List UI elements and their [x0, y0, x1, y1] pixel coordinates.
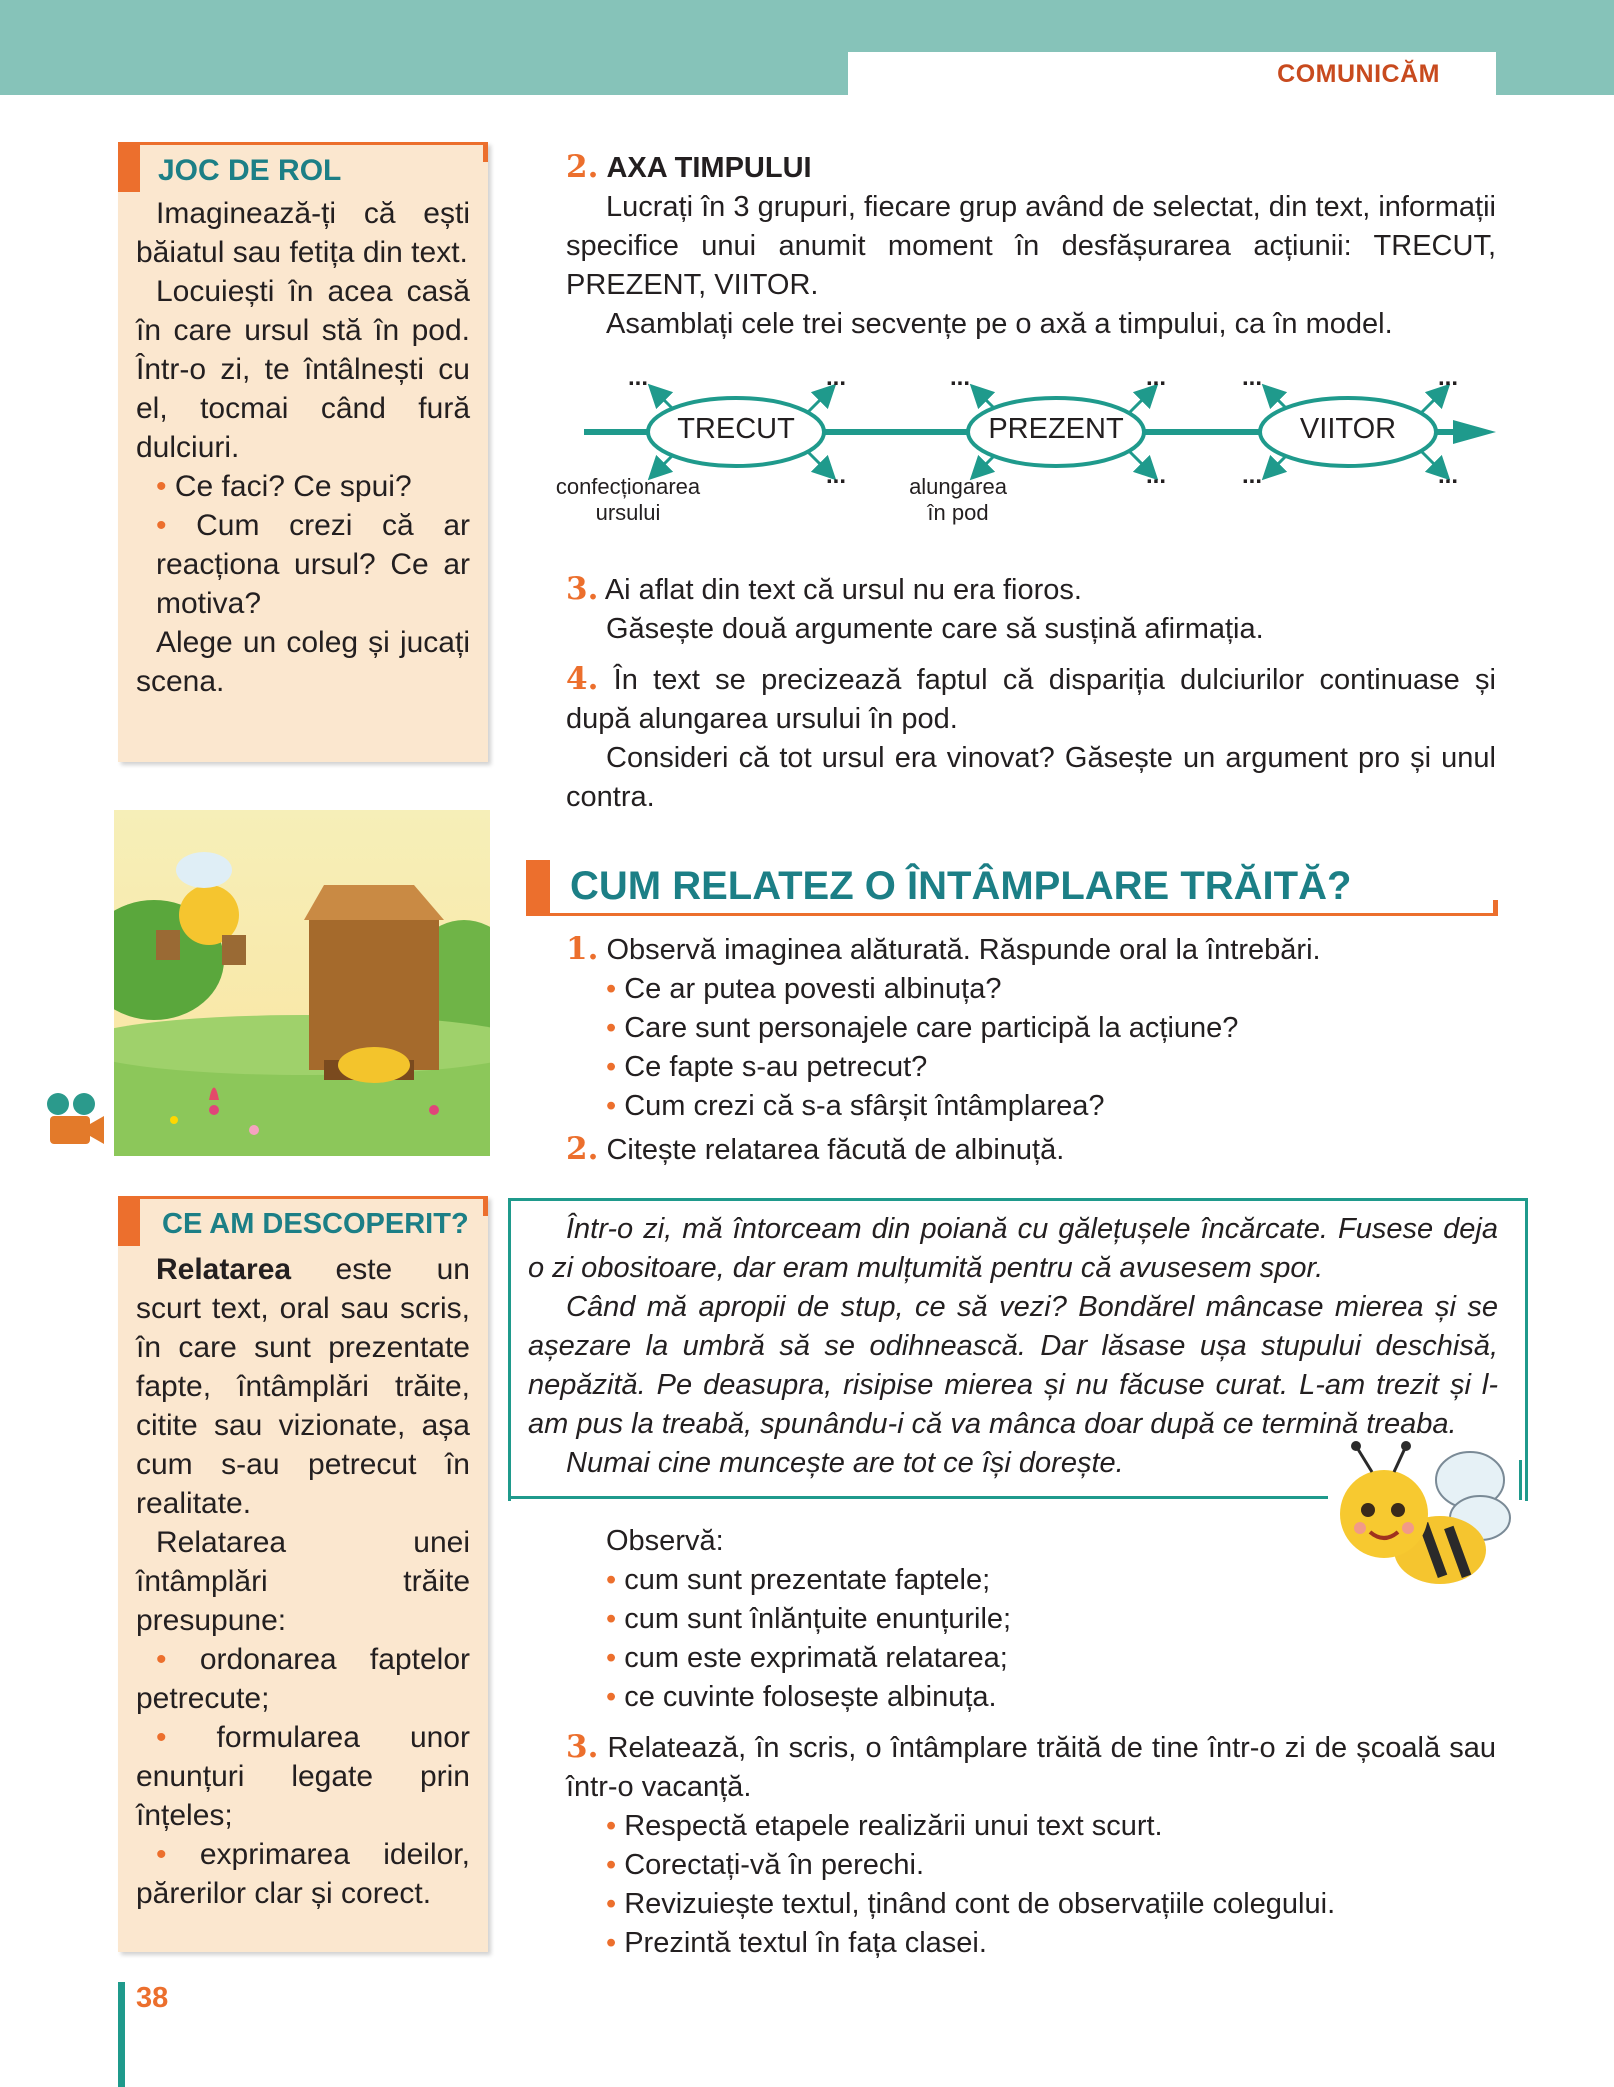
instruction-item: Revizuiește textul, ținând cont de observațiile colegului. — [624, 1888, 1336, 1920]
task-2 — [566, 148, 1496, 344]
timeline-ellipsis: ... — [1242, 364, 1263, 391]
page-number: 38 — [136, 1982, 169, 2014]
bullet-icon: • — [606, 1564, 617, 1596]
question-item: Cum crezi că s-a sfârșit întâmplarea? — [624, 1090, 1105, 1122]
summary-title: CE AM DESCOPERIT? — [162, 1208, 469, 1240]
section-header — [526, 860, 1498, 916]
bullet-icon: • — [606, 1012, 617, 1044]
task-number: 1. — [566, 931, 599, 967]
role-play-title: JOC DE ROL — [158, 154, 342, 187]
timeline-label: alungarea în pod — [909, 474, 1007, 525]
story-paragraph: Când mă apropii de stup, ce să vezi? Bondărel mâncase mierea și se așezare la umbră să se odihnească. Dar lăsase ușa stupului deschisă, nepăzită. Pe deasupra, risipise mierea și nu făcuse curat. L-am trezit și l-am pus la treabă, spunându-i că va mânca doar după ce termină treaba. — [528, 1291, 1498, 1440]
bullet-icon: • — [156, 1643, 167, 1676]
section-label: COMUNICĂM — [1277, 60, 1440, 88]
observe-title: Observă: — [606, 1525, 724, 1557]
bullet-icon: • — [606, 1849, 617, 1881]
video-icon[interactable] — [40, 1090, 108, 1152]
task-number: 2. — [566, 149, 599, 185]
timeline-ellipsis: ... — [1438, 462, 1459, 489]
role-play-text: Alege un coleg și jucați scena. — [136, 626, 470, 698]
bee-hive-illustration — [114, 810, 490, 1156]
page-margin-bar — [118, 1982, 125, 2087]
timeline-ellipsis: ... — [1146, 462, 1167, 489]
task-number: 3. — [566, 1729, 599, 1765]
instruction-item: Corectați-vă în perechi. — [624, 1849, 925, 1881]
task-text: Ai aflat din text că ursul nu era fioros. — [604, 574, 1082, 606]
task-number: 3. — [566, 571, 599, 607]
bullet-icon: • — [606, 1681, 617, 1713]
observe-item: cum sunt prezentate faptele; — [624, 1564, 991, 1596]
summary-item: formularea unor enunțuri legate prin înțeles; — [136, 1721, 470, 1832]
timeline-ellipsis: ... — [826, 364, 847, 391]
section-tab — [848, 52, 1496, 98]
bullet-icon: • — [156, 509, 167, 542]
timeline-node: VIITOR — [1299, 413, 1397, 445]
timeline-ellipsis: ... — [628, 364, 649, 391]
story-frame-corner — [1519, 1460, 1522, 1500]
bullet-icon: • — [606, 1090, 617, 1122]
role-play-text: Locuiești în acea casă în care ursul stă în pod. Într-o zi, te întâlnești cu el, tocmai când fură dulciuri. — [136, 275, 470, 464]
timeline-node: TRECUT — [677, 413, 795, 445]
task-3 — [566, 570, 1496, 649]
task-text: Relatează, în scris, o întâmplare trăită de tine într-o zi de școală sau într-o vacanță. — [566, 1732, 1496, 1803]
story-paragraph: Într-o zi, mă întorceam din poiană cu gălețușele încărcate. Fusese deja o zi obositoare, dar eram mulțumită pentru că avusesem spor. — [528, 1213, 1498, 1284]
timeline-label: confecționarea ursului — [555, 474, 701, 525]
role-play-question: Cum crezi că ar reacționa ursul? Ce ar motiva? — [156, 509, 470, 620]
summary-definition: este un scurt text, oral sau scris, în care sunt prezentate fapte, întâmplări trăite, citite sau vizionate, așa cum s-au petrecut în realitate. — [136, 1253, 470, 1520]
section-title: CUM RELATEZ O ÎNTÂMPLARE TRĂITĂ? — [570, 864, 1352, 908]
instruction-item: Prezintă textul în fața clasei. — [624, 1927, 987, 1959]
bullet-icon: • — [156, 470, 167, 503]
timeline-ellipsis: ... — [1242, 462, 1263, 489]
role-play-box — [118, 142, 488, 762]
timeline-ellipsis: ... — [950, 364, 971, 391]
exercise-1 — [566, 930, 1496, 1170]
task-text: Observă imaginea alăturată. Răspunde oral la întrebări. — [606, 934, 1321, 966]
task-number: 4. — [566, 661, 599, 697]
summary-text: Relatarea unei întâmplări trăite presupune: — [136, 1526, 470, 1637]
bullet-icon: • — [606, 1642, 617, 1674]
bullet-icon: • — [606, 1810, 617, 1842]
task-text: Asamblați cele trei secvențe pe o axă a timpului, ca în model. — [606, 308, 1393, 340]
question-item: Care sunt personajele care participă la acțiune? — [624, 1012, 1239, 1044]
bullet-icon: • — [606, 1051, 617, 1083]
summary-item: exprimarea ideilor, părerilor clar și corect. — [136, 1838, 470, 1910]
task-title: AXA TIMPULUI — [606, 152, 812, 184]
task-text: În text se precizează faptul că dispariția dulciurilor continuase și după alungarea ursului în pod. — [566, 664, 1496, 735]
task-number: 2. — [566, 1131, 599, 1167]
summary-item: ordonarea faptelor petrecute; — [136, 1643, 470, 1715]
role-play-question: Ce faci? Ce spui? — [174, 470, 412, 503]
task-text: Consideri că tot ursul era vinovat? Găsește un argument pro și unul contra. — [566, 742, 1496, 813]
task-text: Găsește două argumente care să susțină afirmația. — [606, 613, 1264, 645]
timeline-ellipsis: ... — [1438, 364, 1459, 391]
summary-term: Relatarea — [156, 1253, 292, 1286]
bullet-icon: • — [606, 1888, 617, 1920]
role-play-text: Imaginează-ți că ești băiatul sau fetița din text. — [136, 197, 470, 269]
timeline-diagram — [548, 364, 1508, 540]
exercise-3 — [566, 1728, 1496, 1963]
observe-item: ce cuvinte folosește albinuța. — [624, 1681, 997, 1713]
summary-header — [118, 1196, 488, 1248]
task-text: Lucrați în 3 grupuri, fiecare grup având de selectat, din text, informații specifice unui anumit moment în desfășurarea acțiunii: TRECUT, PREZENT, VIITOR. — [566, 191, 1496, 301]
question-item: Ce ar putea povesti albinuța? — [624, 973, 1002, 1005]
story-frame-bottom — [508, 1496, 1328, 1499]
bullet-icon: • — [606, 1603, 617, 1635]
timeline-node: PREZENT — [988, 413, 1124, 445]
bullet-icon: • — [606, 973, 617, 1005]
question-item: Ce fapte s-au petrecut? — [624, 1051, 928, 1083]
task-4 — [566, 660, 1496, 817]
summary-box — [118, 1196, 488, 1952]
role-play-header — [118, 142, 488, 194]
bullet-icon: • — [156, 1721, 167, 1754]
story-paragraph: Numai cine muncește are tot ce își dorește. — [566, 1447, 1124, 1479]
instruction-item: Respectă etapele realizării unui text scurt. — [624, 1810, 1163, 1842]
task-text: Citește relatarea făcută de albinuță. — [606, 1134, 1065, 1166]
timeline-ellipsis: ... — [826, 462, 847, 489]
observe-item: cum sunt înlănțuite enunțurile; — [624, 1603, 1012, 1635]
bullet-icon: • — [606, 1927, 617, 1959]
bullet-icon: • — [156, 1838, 167, 1871]
timeline-ellipsis: ... — [1146, 364, 1167, 391]
observe-list — [566, 1522, 1496, 1717]
observe-item: cum este exprimată relatarea; — [624, 1642, 1008, 1674]
